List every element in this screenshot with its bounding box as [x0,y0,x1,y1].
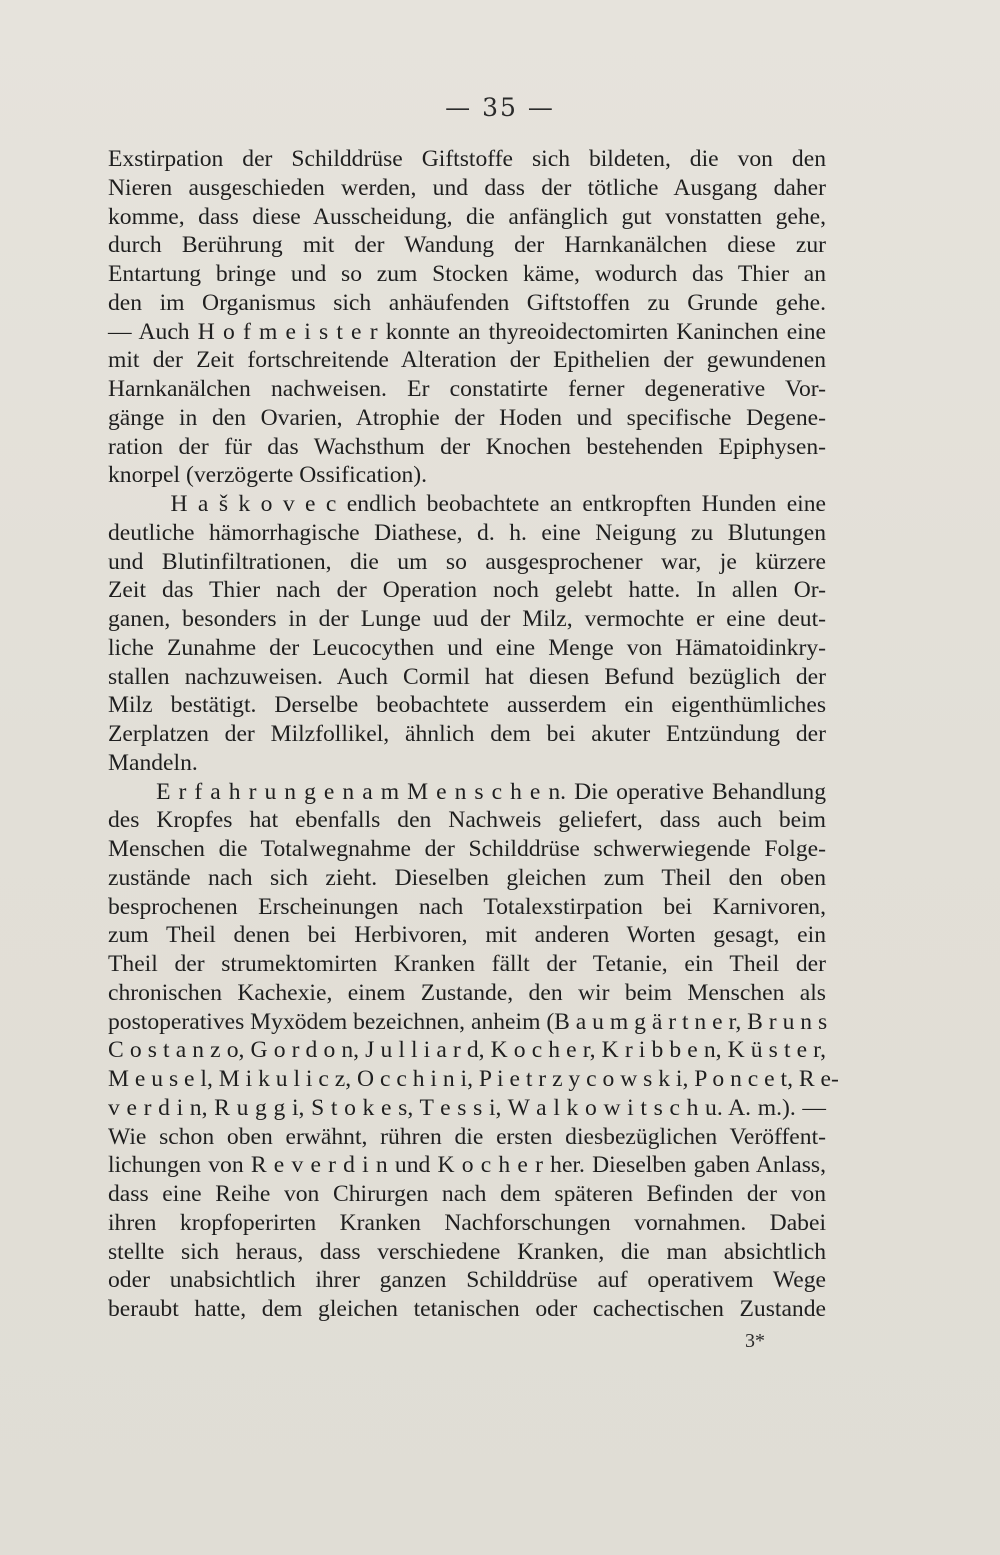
text-line: Theil der strumektomirten Kranken fällt der Tetanie, ein Theil der [108,951,826,977]
text-line: ration der für das Wachsthum der Knochen bestehenden Epiphysen- [108,433,826,460]
text-line: Exstirpation der Schilddrüse Giftstoffe sich bildeten, die von den [108,146,826,172]
text-line: lichungen von R e v e r d i n und K o c h e r her. Dieselben gaben Anlass, [108,1152,826,1179]
text-line: Entartung bringe und so zum Stocken käme, wodurch das Thier an [108,261,826,287]
text-line: Mandeln. [108,749,198,776]
text-line: zustände nach sich zieht. Dieselben gleichen zum Theil den oben [108,864,826,891]
text-line: ganen, besonders in der Lunge uud der Milz, vermochte er eine deut- [108,606,826,632]
text-line: v e r d i n, R u g g i, S t o k e s, T e s s i, W a l k o w i t s c h u. A. m.). — [108,1094,826,1121]
text-line: des Kropfes hat ebenfalls den Nachweis geliefert, dass auch beim [108,807,826,834]
text-line: beraubt hatte, dem gleichen tetanischen oder cachectischen Zustande [108,1296,826,1322]
text-line: mit der Zeit fortschreitende Alteration der Epithelien der gewundenen [108,347,826,374]
text-line: C o s t a n z o, G o r d o n, J u l l i a r d, K o c h e r, K r i b b e n, K ü s t e r, [108,1037,826,1064]
body-text [108,145,839,1324]
text-line: den im Organismus sich anhäufenden Giftstoffen zu Grunde gehe. [108,289,826,316]
text-line: Harnkanälchen nachweisen. Er constatirte ferner degenerative Vor- [108,376,826,402]
text-line: liche Zunahme der Leucocythen und eine Menge von Hämatoidinkry- [108,634,826,661]
text-line: H a š k o v e c endlich beobachtete an entkropften Hunden eine [108,491,826,517]
text-line: Nieren ausgeschieden werden, und dass der tötliche Ausgang daher [108,174,826,201]
page-number: — 35 — [445,93,555,122]
text-line: zum Theil denen bei Herbivoren, mit anderen Worten gesagt, ein [108,922,826,949]
text-line: M e u s e l, M i k u l i c z, O c c h i n i, P i e t r z y c o w s k i, P o n c e t, R e- [108,1066,839,1092]
text-line: stallen nachzuweisen. Auch Cormil hat diesen Befund bezüglich der [108,663,826,690]
text-line: chronischen Kachexie, einem Zustande, den wir beim Menschen als [108,979,826,1006]
text-line: E r f a h r u n g e n a m M e n s c h e n. Die operative Behandlung [108,778,826,805]
text-line: Zerplatzen der Milzfollikel, ähnlich dem bei akuter Entzündung der [108,721,826,747]
text-line: oder unabsichtlich ihrer ganzen Schilddrüse auf operativem Wege [108,1267,826,1294]
text-line: deutliche hämorrhagische Diathese, d. h. eine Neigung zu Blutungen [108,519,826,546]
text-line: besprochenen Erscheinungen nach Totalexstirpation bei Karnivoren, [108,893,826,920]
text-line: stellte sich heraus, dass verschiedene Kranken, die man absichtlich [108,1238,826,1265]
text-line: dass eine Reihe von Chirurgen nach dem späteren Befinden der von [108,1181,826,1207]
text-line: und Blutinfiltrationen, die um so ausgesprochener war, je kürzere [108,548,826,575]
signature-mark: 3* [745,1330,765,1352]
text-line: ihren kropfoperirten Kranken Nachforschungen vornahmen. Dabei [108,1209,826,1236]
text-line: Zeit das Thier nach der Operation noch gelebt hatte. In allen Or- [108,577,826,604]
text-line: — Auch H o f m e i s t e r konnte an thyreoidectomirten Kaninchen eine [108,318,826,345]
text-line: gänge in den Ovarien, Atrophie der Hoden und specifische Degene- [108,404,826,431]
text-line: Menschen die Totalwegnahme der Schilddrüse schwerwiegende Folge- [108,836,826,862]
text-line: knorpel (verzögerte Ossification). [108,462,428,489]
text-line: Wie schon oben erwähnt, rühren die ersten diesbezüglichen Veröffent- [108,1123,826,1150]
text-line: komme, dass diese Ausscheidung, die anfänglich gut vonstatten gehe, [108,203,826,230]
text-line: Milz bestätigt. Derselbe beobachtete ausserdem ein eigenthümliches [108,692,826,719]
text-line: postoperatives Myxödem bezeichnen, anheim (B a u m g ä r t n e r, B r u n s [108,1008,828,1035]
text-line: durch Berührung mit der Wandung der Harnkanälchen diese zur [108,232,826,259]
